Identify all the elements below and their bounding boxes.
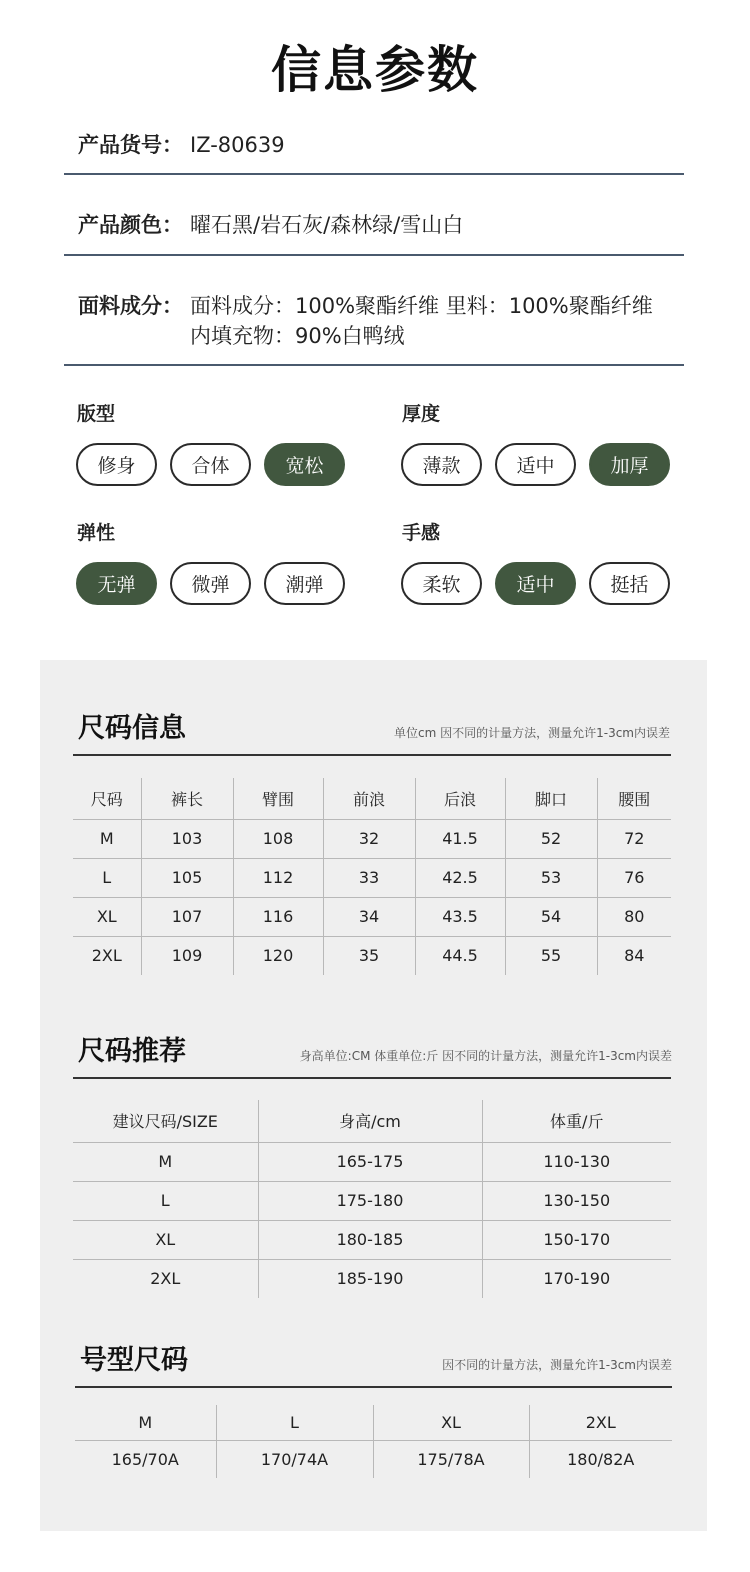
table-cell: 53 [505,858,597,897]
size-recommend-note: 身高单位:CM 体重单位:斤 因不同的计量方法，测量允许1-3cm内误差 [299,1049,672,1063]
table-cell: 33 [323,858,415,897]
table-cell: 109 [141,936,233,975]
table-cell: 165/70A [75,1440,216,1478]
table-cell: 2XL [73,936,141,975]
table-cell: 103 [141,819,233,858]
table-row [73,1259,671,1298]
size-info-note: 单位cm 因不同的计量方法，测量允许1-3cm内误差 [394,726,670,740]
table-cell: 54 [505,897,597,936]
table-cell: 150-170 [482,1220,671,1259]
table-cell: 72 [597,819,671,858]
table-cell: 110-130 [482,1142,671,1181]
table-cell: 185-190 [258,1259,482,1298]
table-header-cell: 体重/斤 [482,1100,671,1142]
pill-elasticity-high[interactable]: 潮弹 [264,562,345,605]
page-title: 信息参数 [271,41,479,99]
product-no-value: IZ-80639 [190,133,285,157]
material-line-1: 面料成分：100%聚酯纤维 里料：100%聚酯纤维 [190,294,653,318]
table-cell: 52 [505,819,597,858]
attr-title-thickness: 厚度 [402,403,441,425]
table-row [75,1440,672,1478]
table-cell: 105 [141,858,233,897]
table-cell: 44.5 [415,936,505,975]
pill-fit-slim[interactable]: 修身 [76,443,157,486]
table-cell: 130-150 [482,1181,671,1220]
table-cell: 180-185 [258,1220,482,1259]
product-no-label: 产品货号： [78,133,183,157]
product-color-label: 产品颜色： [78,213,183,237]
model-size-rule [75,1386,672,1388]
attr-title-elasticity: 弹性 [77,522,116,544]
size-recommend-table [73,1100,671,1298]
material-label: 面料成分： [78,294,183,318]
pill-thickness-medium[interactable]: 适中 [495,443,576,486]
size-recommend-rule [73,1077,671,1079]
table-cell: L [73,1181,258,1220]
material-row [78,291,688,348]
table-header-row [75,1405,672,1440]
table-header-cell: 脚口 [505,778,597,819]
table-cell: 175/78A [373,1440,529,1478]
table-cell: XL [73,1220,258,1259]
table-header-cell: 建议尺码/SIZE [112,1112,218,1132]
table-cell: 43.5 [415,897,505,936]
table-cell: 108 [233,819,323,858]
table-header-cell: 裤长 [141,778,233,819]
pill-fit-regular[interactable]: 合体 [170,443,251,486]
material-line-2: 内填充物：90%白鸭绒 [190,324,405,348]
table-cell: 80 [597,897,671,936]
size-info-table [73,778,671,975]
table-row [73,936,671,975]
pill-fit-loose[interactable]: 宽松 [264,443,345,486]
table-header-cell: 臂围 [233,778,323,819]
attr-title-fit: 版型 [77,403,116,425]
table-cell: 116 [233,897,323,936]
table-cell: 84 [597,936,671,975]
table-cell: 2XL [73,1259,258,1298]
table-cell: 180/82A [529,1440,672,1478]
table-row [73,1220,671,1259]
table-cell: M [73,819,141,858]
pill-thickness-thick[interactable]: 加厚 [589,443,670,486]
table-cell: 170/74A [216,1440,373,1478]
table-header-cell: 2XL [529,1405,672,1440]
divider [64,254,684,256]
pill-elasticity-slight[interactable]: 微弹 [170,562,251,605]
product-no-row [78,130,688,160]
table-cell: 55 [505,936,597,975]
size-recommend-title: 尺码推荐 [78,1036,186,1067]
table-cell: 34 [323,897,415,936]
table-cell: 120 [233,936,323,975]
table-header-cell: L [216,1405,373,1440]
table-cell: 42.5 [415,858,505,897]
table-cell: 32 [323,819,415,858]
size-info-rule [73,754,671,756]
table-row [73,819,671,858]
model-size-title: 号型尺码 [80,1345,188,1376]
table-header-cell: 后浪 [415,778,505,819]
material-value [190,291,653,351]
table-cell: 165-175 [258,1142,482,1181]
model-size-note: 因不同的计量方法，测量允许1-3cm内误差 [442,1358,672,1372]
table-header-cell: 腰围 [597,778,671,819]
table-row [73,858,671,897]
table-cell: XL [73,897,141,936]
table-cell: 76 [597,858,671,897]
table-row [73,1142,671,1181]
table-header-cell: 尺码 [90,789,123,809]
divider [64,173,684,175]
table-header-cell: 身高/cm [258,1100,482,1142]
table-header-cell: 前浪 [323,778,415,819]
table-cell: 175-180 [258,1181,482,1220]
table-header-cell: XL [373,1405,529,1440]
pill-feel-medium[interactable]: 适中 [495,562,576,605]
table-cell: 112 [233,858,323,897]
pill-elasticity-none[interactable]: 无弹 [76,562,157,605]
table-cell: 41.5 [415,819,505,858]
table-cell: 35 [323,936,415,975]
table-cell: L [73,858,141,897]
product-color-row [78,210,688,240]
table-header-row [73,778,671,819]
pill-feel-stiff[interactable]: 挺括 [589,562,670,605]
divider [64,364,684,366]
size-info-title: 尺码信息 [78,713,186,744]
product-color-value: 曜石黑/岩石灰/森林绿/雪山白 [190,213,464,237]
table-header-row [73,1100,671,1142]
table-cell: 170-190 [482,1259,671,1298]
table-cell: M [73,1142,258,1181]
pill-thickness-thin[interactable]: 薄款 [401,443,482,486]
table-header-cell: M [138,1412,153,1432]
table-row [73,1181,671,1220]
model-size-table [75,1405,672,1478]
attr-title-feel: 手感 [402,522,441,544]
table-row [73,897,671,936]
pill-feel-soft[interactable]: 柔软 [401,562,482,605]
table-cell: 107 [141,897,233,936]
